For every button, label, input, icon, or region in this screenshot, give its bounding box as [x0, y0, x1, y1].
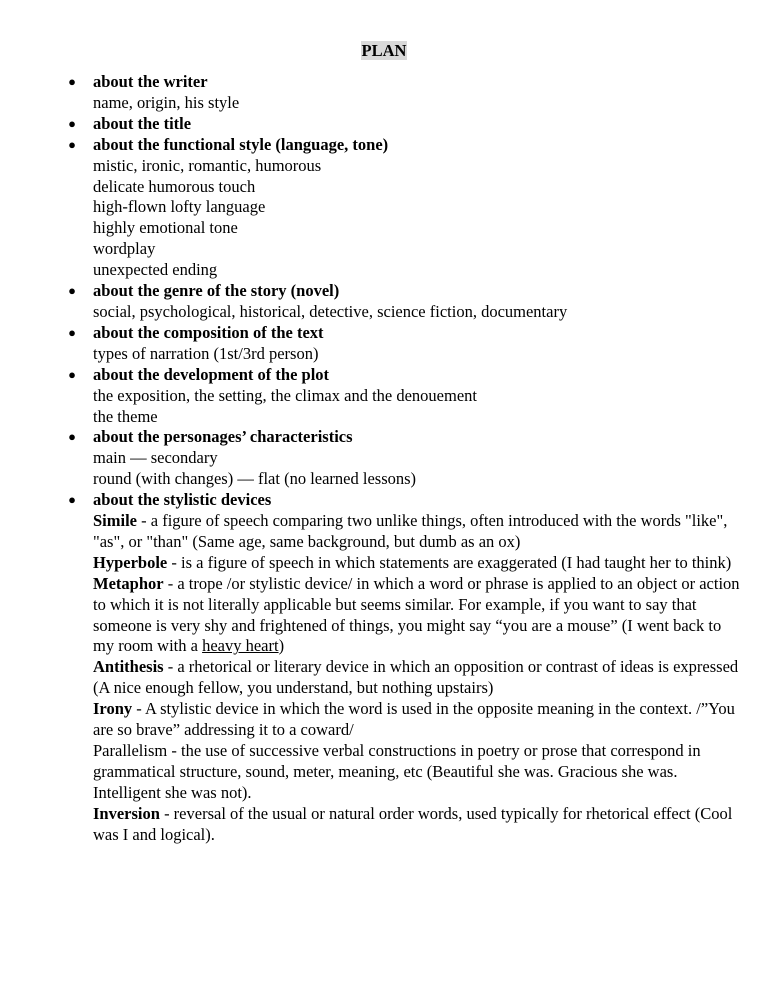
device-metaphor	[93, 574, 743, 658]
plan-item-genre	[68, 281, 743, 323]
item-line: high-flown lofty language	[93, 197, 266, 217]
device-definition: Parallelism - the use of successive verbal constructions in poetry or prose that correspond in grammatical structure, sound, meter, meaning, etc (Beautiful she was. Gracious she was. Intelligent she was not).	[93, 741, 701, 802]
device-simile	[93, 511, 743, 553]
item-line: name, origin, his style	[93, 92, 240, 112]
device-term: Hyperbole	[93, 552, 168, 572]
item-line: main — secondary	[93, 448, 218, 468]
device-hyperbole	[93, 553, 743, 574]
plan-item-composition	[68, 322, 743, 365]
device-parallelism	[93, 741, 743, 804]
plan-item-title	[68, 113, 743, 135]
bullet-icon: ●	[68, 492, 76, 508]
device-term: Simile	[93, 511, 137, 531]
item-heading: about the composition of the text	[93, 322, 324, 342]
bullet-icon: ●	[68, 429, 76, 445]
device-definition: - is a figure of speech in which statements are exaggerated (I had taught her to think)	[167, 552, 732, 572]
device-definition-end: )	[278, 636, 285, 656]
item-line: mistic, ironic, romantic, humorous	[93, 155, 322, 175]
item-heading: about the functional style (language, tone)	[93, 134, 389, 154]
bullet-icon: ●	[68, 115, 76, 131]
item-line: highly emotional tone	[93, 218, 238, 238]
bullet-icon: ●	[68, 366, 76, 382]
plan-item-functional-style	[68, 134, 743, 281]
plan-list	[68, 72, 743, 846]
item-heading: about the personages’ characteristics	[93, 427, 353, 447]
bullet-icon: ●	[68, 283, 76, 299]
item-line: types of narration (1st/3rd person)	[93, 343, 319, 363]
device-definition: - a trope /or stylistic device/ in which a word or phrase is applied to an object or action to which it is not literally applicable but seems similar. For example, if you want to say that someone is very shy and frightened of things, you might say “you are a mouse” (I went back to my room with a	[93, 573, 740, 656]
underlined-example: heavy heart	[202, 636, 279, 656]
item-line: wordplay	[93, 239, 156, 259]
item-line: the theme	[93, 406, 158, 426]
bullet-icon: ●	[68, 324, 76, 340]
item-line: social, psychological, historical, detective, science fiction, documentary	[93, 301, 568, 321]
plan-item-plot	[68, 364, 743, 428]
page-title: PLAN	[361, 41, 407, 60]
device-term: Inversion	[93, 803, 160, 823]
item-heading: about the stylistic devices	[93, 490, 272, 510]
bullet-icon: ●	[68, 136, 76, 152]
device-inversion	[93, 804, 743, 846]
item-line: delicate humorous touch	[93, 176, 256, 196]
device-definition: - a figure of speech comparing two unlike things, often introduced with the words "like", "as", or "than" (Same age, same background, but dumb as an ox)	[93, 511, 728, 551]
plan-item-personages	[68, 427, 743, 490]
bullet-icon: ●	[68, 74, 76, 89]
item-heading: about the development of the plot	[93, 364, 330, 384]
device-irony	[93, 699, 743, 741]
item-heading: about the genre of the story (novel)	[93, 281, 340, 301]
title-container	[0, 41, 768, 61]
device-antithesis	[93, 657, 743, 699]
device-term: Metaphor	[93, 573, 164, 593]
plan-item-writer	[68, 72, 743, 114]
device-term: Irony	[93, 699, 133, 719]
device-definition: - a rhetorical or literary device in which an opposition or contrast of ideas is expressed (A nice enough fellow, you understand, but nothing upstairs)	[93, 657, 739, 698]
item-heading: about the writer	[93, 72, 208, 91]
item-line: round (with changes) — flat (no learned lessons)	[93, 469, 417, 489]
device-definition: - reversal of the usual or natural order words, used typically for rhetorical effect (Cool was I and logical).	[93, 803, 733, 844]
item-line: the exposition, the setting, the climax and the denouement	[93, 385, 477, 405]
device-term: Antithesis	[93, 657, 164, 677]
item-line: unexpected ending	[93, 260, 218, 280]
device-definition: - A stylistic device in which the word is used in the opposite meaning in the context. /”You are so brave” addressing it to a coward/	[93, 699, 735, 740]
item-heading: about the title	[93, 113, 192, 133]
plan-item-stylistic-devices	[68, 490, 743, 845]
